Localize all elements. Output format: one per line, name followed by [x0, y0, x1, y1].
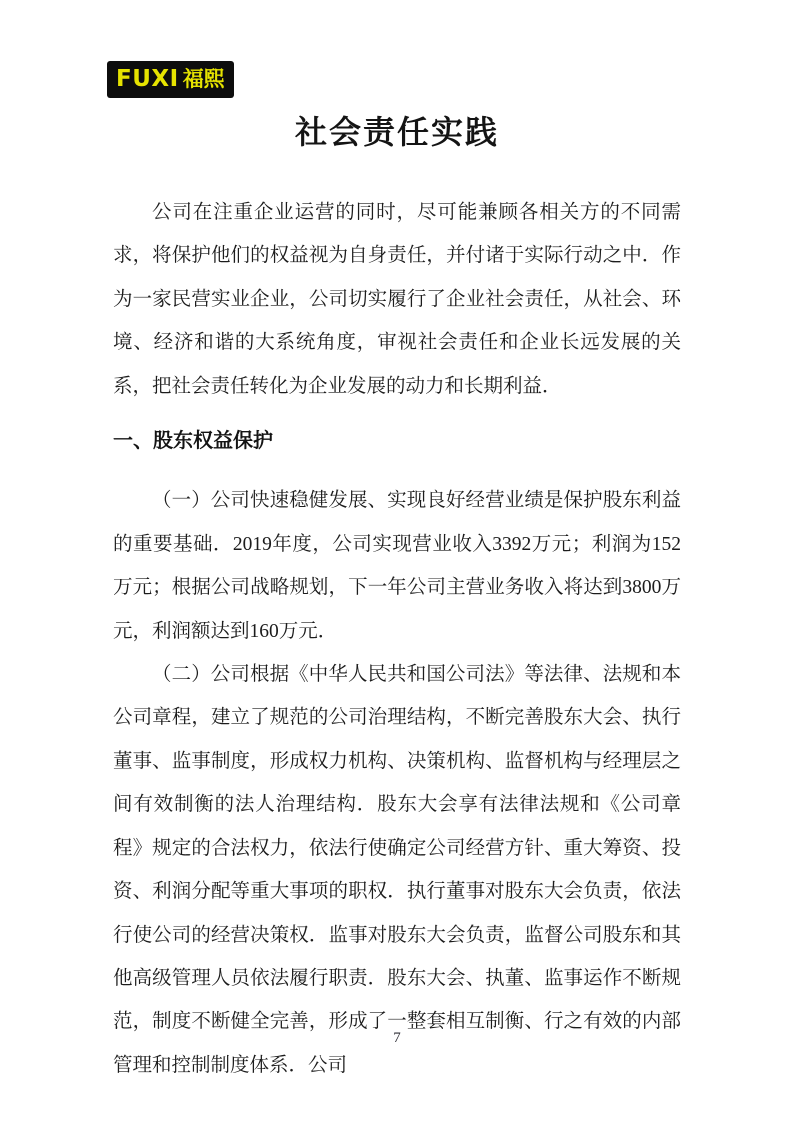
section-heading: 一、股东权益保护 [113, 430, 273, 453]
logo-cjk-text: 福熙 [182, 67, 225, 91]
section-paragraph-1: （一）公司快速稳健发展、实现良好经营业绩是保护股东利益的重要基础．2019年度，公司实现营业收入3392万元；利润为152万元；根据公司战略规划，下一年公司主营业务收入将达到3800万元，利润额达到160万元． [113, 490, 681, 642]
section-paragraph-2: （二）公司根据《中华人民共和国公司法》等法律、法规和本公司章程，建立了规范的公司治理结构，不断完善股东大会、执行董事、监事制度，形成权力机构、决策机构、监督机构与经理层之间有效制衡的法人治理结构．股东大会享有法律法规和《公司章程》规定的合法权力，依法行使确定公司经营方针、重大筹资、投资、利润分配等重大事项的职权．执行董事对股东大会负责，依法行使公司的经营决策权．监事对股东大会负责，监督公司股东和其他高级管理人员依法履行职责．股东大会、执董、监事运作不断规范，制度不断健全完善，形成了一整套相互制衡、行之有效的内部管理和控制制度体系．公司 [113, 664, 681, 1076]
page-footer [0, 1029, 794, 1047]
document-title: 社会责任实践 [294, 114, 499, 150]
document-body [113, 191, 681, 1087]
logo-latin-text: FUXI [116, 66, 179, 92]
company-logo [107, 61, 234, 98]
page-number: 7 [393, 1030, 401, 1046]
intro-paragraph: 公司在注重企业运营的同时，尽可能兼顾各相关方的不同需求，将保护他们的权益视为自身责任，并付诸于实际行动之中．作为一家民营实业企业，公司切实履行了企业社会责任，从社会、环境、经济和谐的大系统角度，审视社会责任和企业长远发展的关系，把社会责任转化为企业发展的动力和长期利益． [113, 202, 681, 397]
